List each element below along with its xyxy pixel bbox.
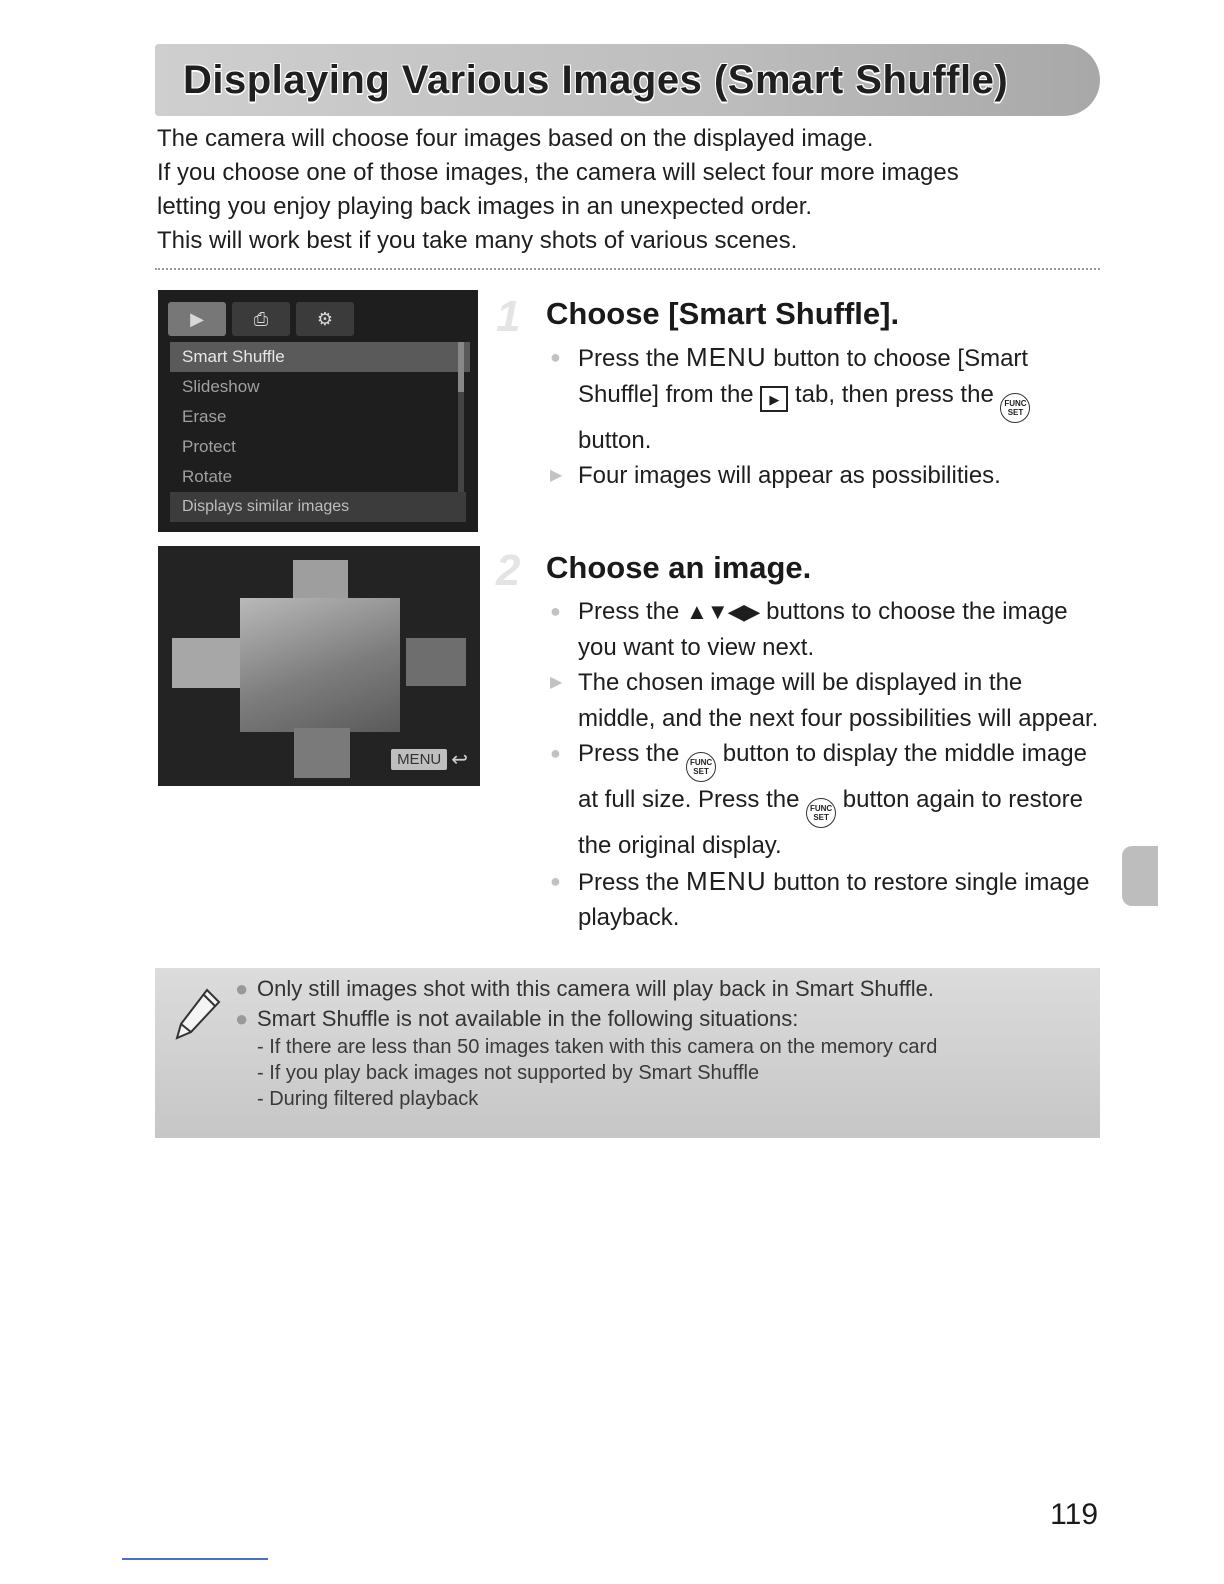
thumbnail-right [406,638,466,686]
settings-tab-icon: ⚙ [296,302,354,336]
return-arrow-icon: ↩ [451,748,468,771]
title-banner [155,44,1100,116]
pencil-icon [173,986,223,1042]
bullet-result [546,458,1106,494]
note-list [235,974,1095,1112]
bullet-icon: ● [550,347,561,367]
step-heading: Choose an image. [546,550,812,585]
chapter-side-tab [1122,846,1158,906]
menu-item-rotate: Rotate [182,467,233,486]
intro-line: letting you enjoy playing back images in an unexpected order. [157,193,813,220]
arrow-buttons-icon: ▲▼◀▶ [686,599,760,624]
section-divider [155,268,1100,270]
text: The chosen image will be displayed in the middle, and the next four possibilities will appear. [578,669,1099,732]
text: button to display the middle image at full size. Press the [578,740,1087,813]
thumbnail-bottom [294,728,350,778]
step-2 [496,546,1106,956]
playback-tab-icon: ▶ [760,386,788,412]
menu-item-slideshow: Slideshow [182,377,260,396]
result-arrow-icon: ▶ [550,674,563,691]
menu-button-label: MENU [686,865,767,896]
step-1 [496,292,1106,492]
intro-text [157,122,1102,258]
text: Press the [578,345,687,372]
bullet-icon: ● [235,976,249,1001]
text: Press the [578,868,687,896]
playback-tab-icon: ▶ [168,302,226,336]
bullet-instruction [546,340,1106,458]
step-number: 1 [496,292,521,341]
result-arrow-icon: ▶ [550,467,563,484]
menu-list [170,342,470,492]
func-set-button-icon: FUNC SET [1000,393,1030,423]
intro-line: This will work best if you take many shots of various scenes. [157,227,798,254]
menu-item-erase: Erase [182,407,227,426]
step-number: 2 [496,546,521,595]
text: tab, then press the [788,380,1001,408]
text: Four images will appear as possibilities. [578,462,1001,489]
menu-item-smart-shuffle: Smart Shuffle [170,342,470,372]
bullet-result [546,665,1106,736]
note-subitem: - If you play back images not supported by Smart Shuffle [257,1062,760,1084]
bullet-instruction [546,736,1106,864]
bullet-icon: ● [235,1006,249,1031]
footer-line [122,1558,268,1560]
func-set-button-icon: FUNC SET [686,752,716,782]
page-title: Displaying Various Images (Smart Shuffle) [183,57,1009,102]
thumbnail-center [240,598,400,732]
text: button. [578,426,652,454]
func-set-button-icon: FUNC SET [806,798,836,828]
menu-button-label: MENU [686,342,767,372]
text: button again to restore the original display. [578,786,1083,859]
thumbnail-left [172,638,242,688]
page-number: 119 [1050,1498,1098,1531]
menu-hint: Displays similar images [170,492,466,522]
print-tab-icon: ⎙ [232,302,290,336]
note-subitem: - During filtered playback [257,1088,479,1110]
menu-return-badge [391,746,468,772]
bullet-icon: ● [550,870,561,891]
text: button to choose [Smart Shuffle] from the [578,345,1029,408]
menu-item-protect: Protect [182,437,236,456]
note-box [155,968,1100,1138]
bullet-instruction [546,864,1106,936]
bullet-icon: ● [550,601,561,621]
text: Press the [578,598,687,625]
smart-shuffle-screen [158,546,480,786]
step-bullets [546,340,1106,494]
camera-menu-screen [158,290,478,532]
step-heading: Choose [Smart Shuffle]. [546,296,900,331]
text: Press the [578,740,687,767]
note-subitem: - If there are less than 50 images taken with this camera on the memory card [257,1036,938,1058]
menu-scrollbar [458,342,464,492]
text: buttons to choose the image you want to view next. [578,598,1068,661]
intro-line: The camera will choose four images based on the displayed image. [157,125,874,152]
bullet-instruction [546,594,1106,665]
text: button to restore single image playback. [578,868,1090,931]
step-bullets [546,594,1106,936]
note-item: ● Only still images shot with this camera will play back in Smart Shuffle. [235,974,1095,1004]
note-item: ● Smart Shuffle is not available in the following situations: [235,1004,1095,1034]
bullet-icon: ● [550,743,561,763]
intro-line: If you choose one of those images, the camera will select four more images [157,159,959,186]
menu-badge-label: MENU [391,749,447,770]
menu-tabs [168,302,354,336]
